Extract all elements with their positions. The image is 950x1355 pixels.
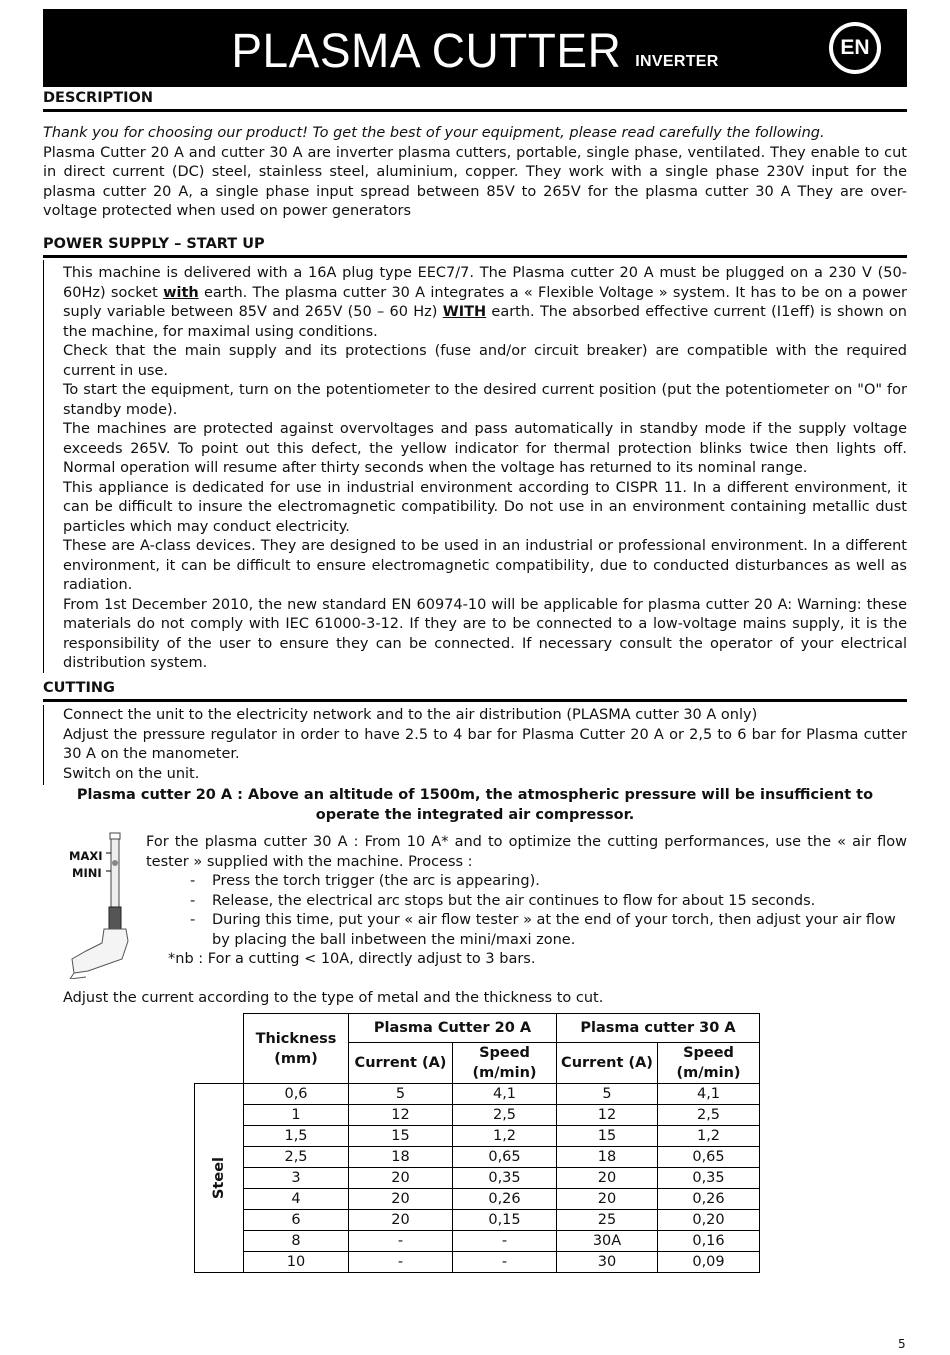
air-flow-procedure: [146, 833, 907, 970]
air-flow-tester-illustration: [66, 831, 136, 979]
table-cell: 0,16: [658, 1231, 760, 1252]
language-badge: [829, 22, 881, 74]
description-text: [43, 124, 907, 222]
table-cell: 0,65: [453, 1147, 557, 1168]
table-cell: 0,35: [453, 1168, 557, 1189]
table-cell: 12: [557, 1105, 658, 1126]
power-paragraph-overvoltage: The machines are protected against overvoltages and pass automatically in standby mode if the supply voltage exceeds 265V. To point out this defect, the yellow indicator for thermal protection blinks twice then lights off. Normal operation will resume after thirty seconds when the voltage has returned to its nominal range.: [63, 421, 907, 476]
air-flow-note: *nb : For a cutting < 10A, directly adjust to 3 bars.: [168, 951, 536, 967]
torch-label-mini: MINI: [72, 866, 102, 880]
altitude-warning: Plasma cutter 20 A : Above an altitude of 1500m, the atmospheric pressure will be insufficient to operate the integrated air compressor.: [76, 787, 874, 823]
table-cell: 3: [244, 1168, 349, 1189]
air-flow-step: - Press the torch trigger (the arc is appearing).: [190, 872, 907, 892]
language-badge-label: EN: [833, 26, 877, 70]
table-cell: 6: [244, 1210, 349, 1231]
torch-label-maxi: MAXI: [69, 849, 103, 863]
material-cell: [195, 1084, 244, 1273]
page-number: 5: [898, 1337, 906, 1351]
table-cell: -: [453, 1252, 557, 1273]
table-cell: 20: [349, 1189, 453, 1210]
table-row: [195, 1147, 760, 1168]
cutting-line-connect: Connect the unit to the electricity network and to the air distribution (PLASMA cutter 30 A only): [63, 707, 758, 723]
page-header: [43, 9, 907, 87]
section-heading-cutting: CUTTING: [43, 680, 907, 702]
table-cell: -: [453, 1231, 557, 1252]
adjust-current-text: Adjust the current according to the type of metal and the thickness to cut.: [63, 990, 604, 1006]
power-paragraph-standard: From 1st December 2010, the new standard EN 60974-10 will be applicable for plasma cutter 20 A: Warning: these materials do not comply with IEC 61000-3-12. If they are to be connected to a low-voltage mains supply, it is the responsibility of the user to ensure they can be connected. If necessary consult the operator of your electrical distribution system.: [63, 596, 907, 671]
cutting-section-rule: [43, 705, 44, 785]
table-cell: 2,5: [658, 1105, 760, 1126]
header-speed-20: Speed (m/min): [453, 1043, 557, 1084]
table-cell: 0,15: [453, 1210, 557, 1231]
table-row: [195, 1231, 760, 1252]
header-speed-30: Speed (m/min): [658, 1043, 760, 1084]
table-cell: 25: [557, 1210, 658, 1231]
table-cell: 4: [244, 1189, 349, 1210]
table-row: [195, 1168, 760, 1189]
table-row: [195, 1210, 760, 1231]
table-cell: -: [349, 1252, 453, 1273]
power-supply-text: [63, 264, 907, 674]
table-cell: 2,5: [244, 1147, 349, 1168]
table-cell: 30: [557, 1252, 658, 1273]
table-cell: 5: [557, 1084, 658, 1105]
table-cell: 4,1: [453, 1084, 557, 1105]
cutting-parameters-table: [194, 1013, 760, 1273]
table-cell: 1,2: [658, 1126, 760, 1147]
table-cell: 30A: [557, 1231, 658, 1252]
table-row: [195, 1252, 760, 1273]
header-plasma-30: Plasma cutter 30 A: [557, 1014, 760, 1043]
power-paragraph-cispr: This appliance is dedicated for use in industrial environment according to CISPR 11. In a different environment, it can be difficult to insure the electromagnetic compatibility. Do not use in an environment containing metallic dust particles which may conduct electricity.: [63, 479, 907, 535]
table-cell: 8: [244, 1231, 349, 1252]
air-flow-steps: [146, 872, 907, 950]
section-heading-description: DESCRIPTION: [43, 90, 907, 112]
header-current-20: Current (A): [349, 1043, 453, 1084]
table-cell: 0,35: [658, 1168, 760, 1189]
table-header-row: [195, 1014, 760, 1043]
table-cell: 12: [349, 1105, 453, 1126]
cutting-line-pressure: Adjust the pressure regulator in order to have 2.5 to 4 bar for Plasma Cutter 20 A or 2,5 to 6 bar for Plasma cutter 30 A on the manometer.: [63, 726, 907, 762]
table-cell: 15: [557, 1126, 658, 1147]
table-cell: 0,26: [453, 1189, 557, 1210]
air-flow-step: - Release, the electrical arc stops but the air continues to flow for about 15 seconds.: [190, 892, 907, 912]
table-row: [195, 1084, 760, 1105]
description-intro: Thank you for choosing our product! To get the best of your equipment, please read carefully the following.: [43, 125, 825, 141]
title-main: PLASMA CUTTER: [231, 22, 622, 78]
header-thickness: Thickness (mm): [244, 1014, 349, 1084]
table-cell: 4,1: [658, 1084, 760, 1105]
table-cell: 20: [557, 1168, 658, 1189]
table-cell: 20: [349, 1210, 453, 1231]
table-cell: 0,20: [658, 1210, 760, 1231]
power-paragraph-a-class: These are A-class devices. They are designed to be used in an industrial or professional environment. In a different environment, it can be difficult to ensure electromagnetic compatibility, due to conducted disturbances as well as radiation.: [63, 538, 907, 593]
header-current-30: Current (A): [557, 1043, 658, 1084]
cutting-line-switch: Switch on the unit.: [63, 765, 200, 782]
air-flow-step: - During this time, put your « air flow tester » at the end of your torch, then adjust your air flow by placing the ball inbetween the mini/maxi zone.: [190, 911, 907, 950]
table-cell: 20: [349, 1168, 453, 1189]
table-cell: 18: [557, 1147, 658, 1168]
table-cell: 0,26: [658, 1189, 760, 1210]
section-heading-power-supply: POWER SUPPLY – START UP: [43, 236, 907, 258]
table-cell: 1: [244, 1105, 349, 1126]
table-cell: 1,5: [244, 1126, 349, 1147]
power-paragraph-protections: Check that the main supply and its protections (fuse and/or circuit breaker) are compatible with the required current in use.: [63, 343, 907, 379]
table-row: [195, 1189, 760, 1210]
table-cell: 0,6: [244, 1084, 349, 1105]
power-paragraph-start: To start the equipment, turn on the potentiometer to the desired current position (put the potentiometer on "O" for standby mode).: [63, 382, 907, 418]
description-body: Plasma Cutter 20 A and cutter 30 A are inverter plasma cutters, portable, single phase, ventilated. They enable to cut in direct current (DC) steel, stainless steel, aluminium, copper. They work with a single phase 230V input for the plasma cutter 20 A, a single phase input spread between 85V to 265V for the plasma cutter 30 A They are over-voltage protected when used on power generators: [43, 144, 907, 219]
table-cell: 5: [349, 1084, 453, 1105]
power-section-rule: [43, 260, 44, 673]
table-cell: 10: [244, 1252, 349, 1273]
table-cell: -: [349, 1231, 453, 1252]
table-cell: 18: [349, 1147, 453, 1168]
document-title: [43, 23, 907, 77]
title-subtitle: INVERTER: [635, 53, 719, 70]
power-paragraph-plug: This machine is delivered with a 16A plug type EEC7/7. The Plasma cutter 20 A must be plugged on a 230 V (50-60Hz) socket with earth. The plasma cutter 30 A integrates a « Flexible Voltage » system. It has to be on a power suply variable between 85V and 265V (50 – 60 Hz) WITH earth. The absorbed effective current (I1eff) is shown on the machine, for maximal using conditions.: [63, 265, 907, 340]
table-cell: 0,65: [658, 1147, 760, 1168]
cutting-steps-text: [63, 706, 907, 784]
table-cell: 1,2: [453, 1126, 557, 1147]
table-row: [195, 1105, 760, 1126]
table-cell: 20: [557, 1189, 658, 1210]
table-row: [195, 1126, 760, 1147]
table-cell: 0,09: [658, 1252, 760, 1273]
air-flow-intro: For the plasma cutter 30 A : From 10 A* and to optimize the cutting performances, use the « air flow tester » supplied with the machine. Process :: [146, 834, 907, 870]
table-cell: 15: [349, 1126, 453, 1147]
material-label: Steel: [211, 1156, 227, 1200]
header-plasma-20: Plasma Cutter 20 A: [349, 1014, 557, 1043]
table-cell: 2,5: [453, 1105, 557, 1126]
